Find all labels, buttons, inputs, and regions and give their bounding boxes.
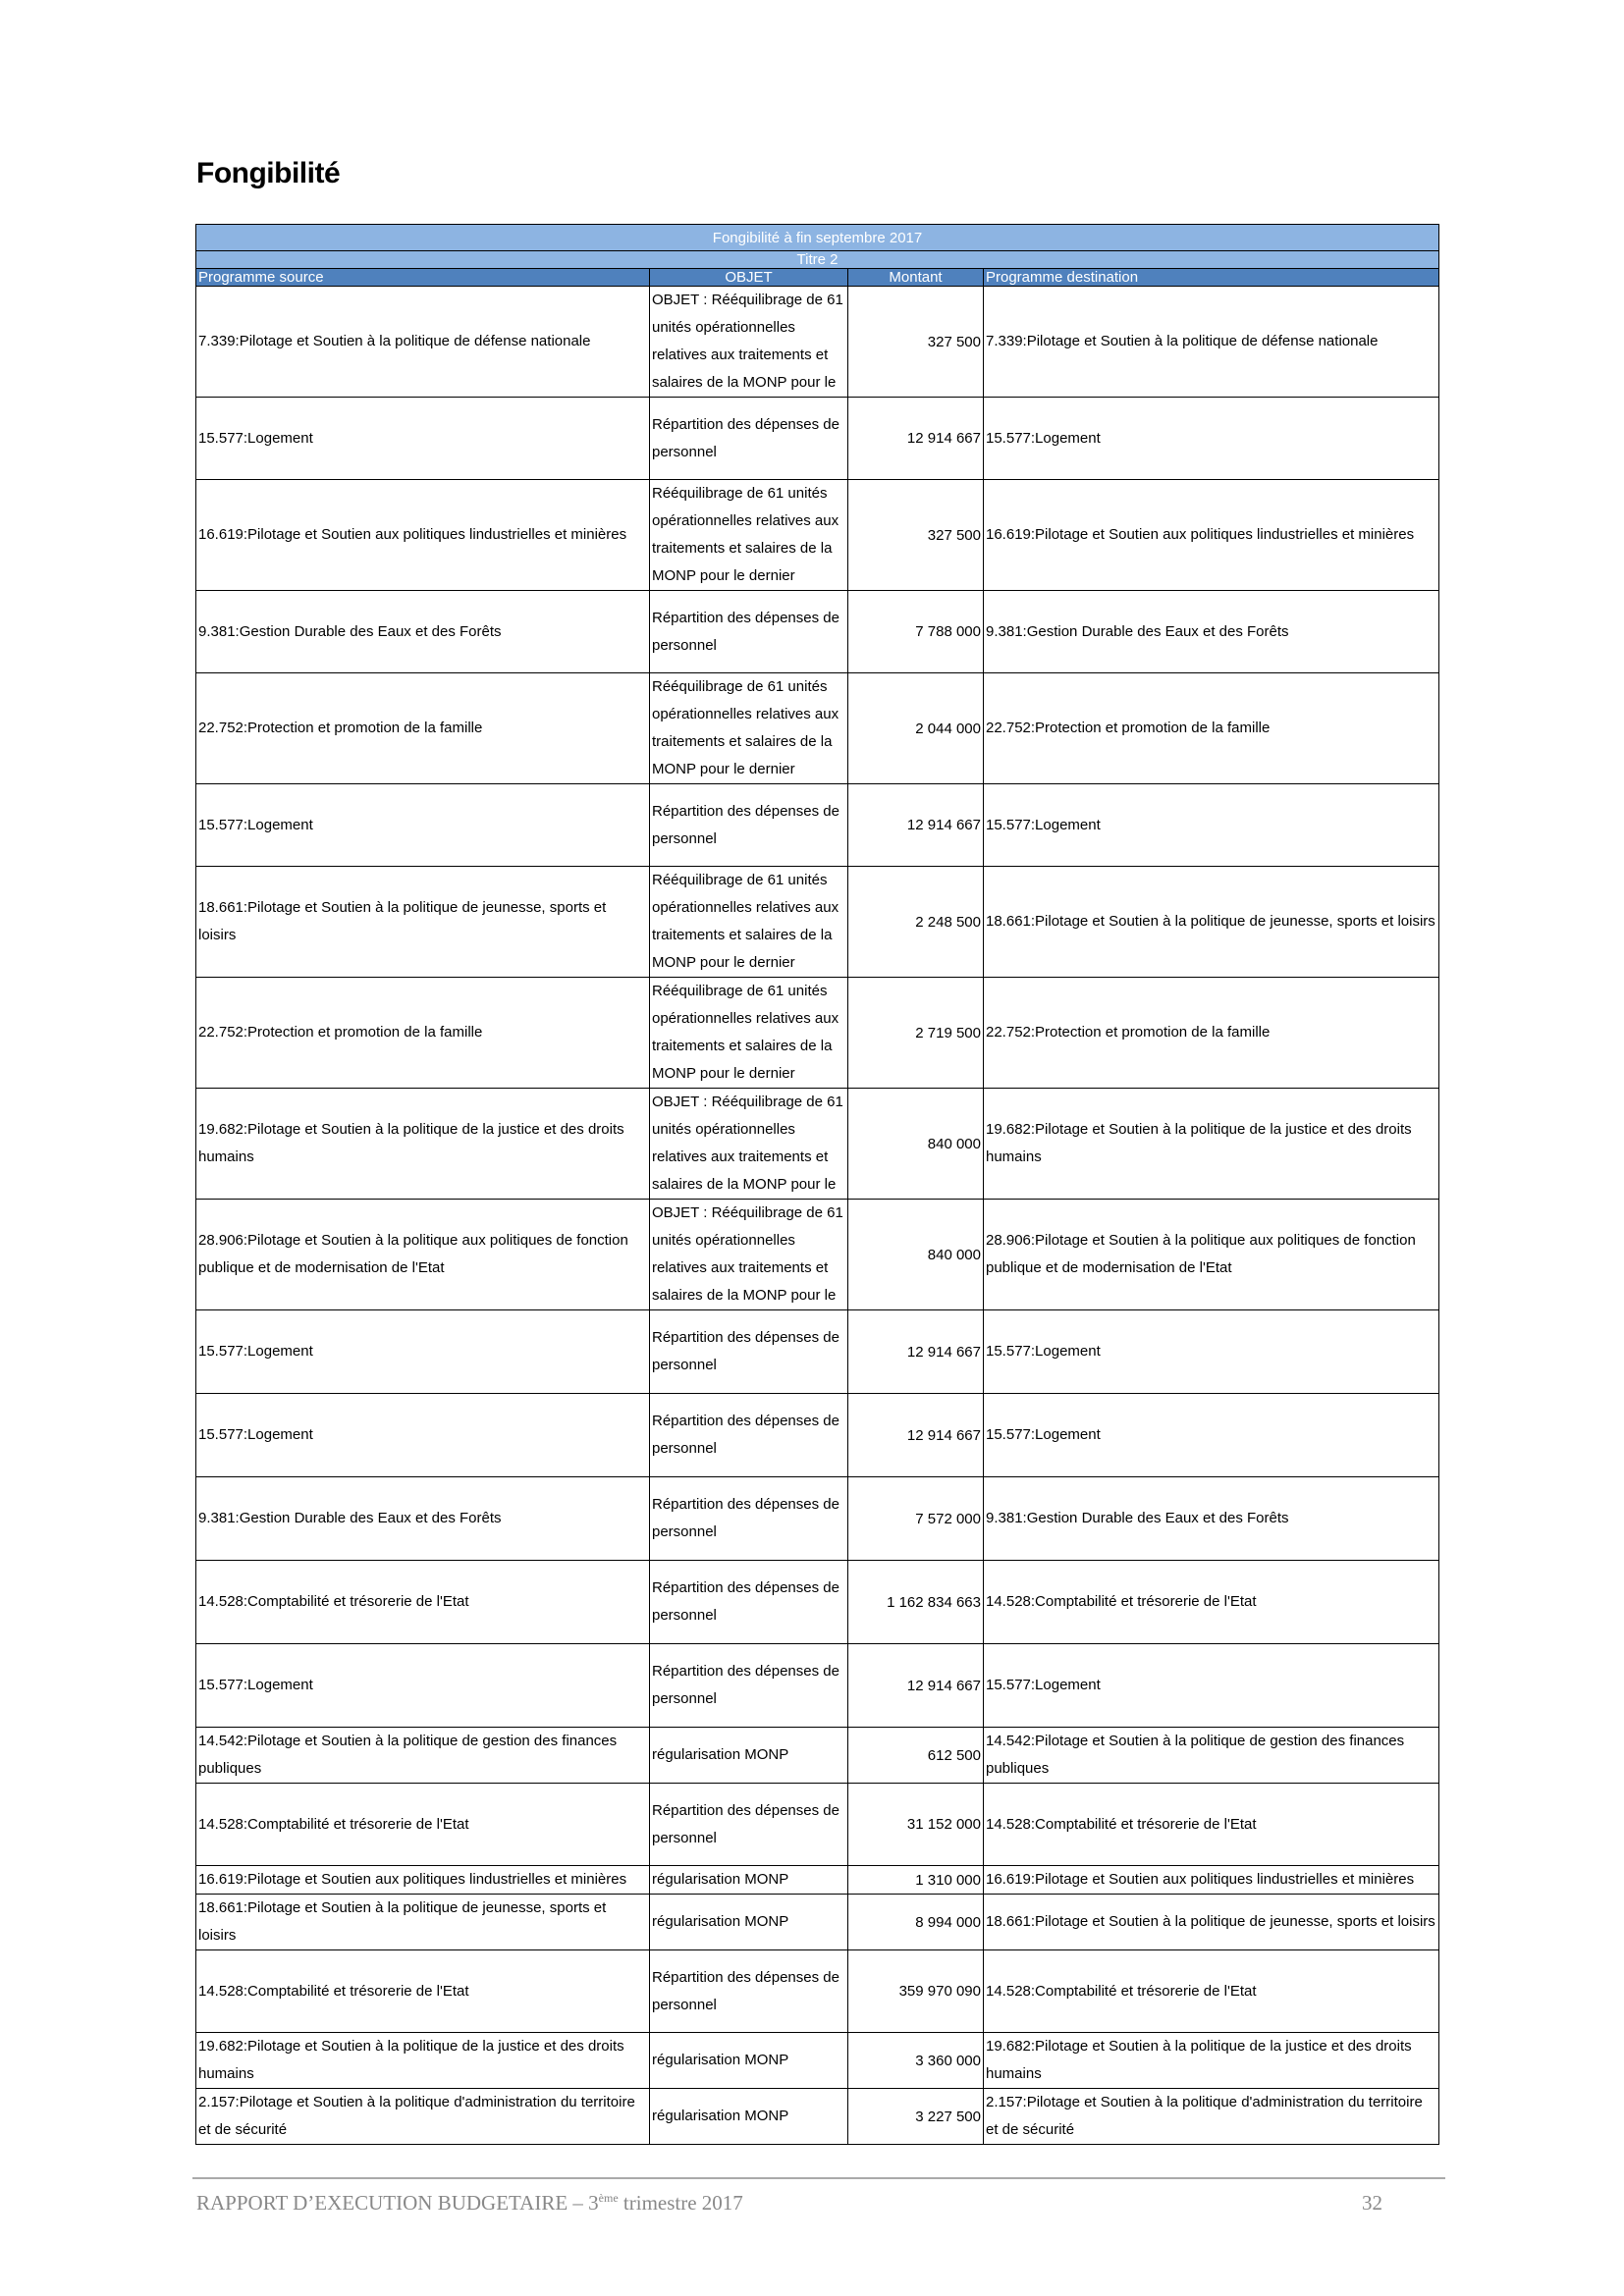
- cell-objet: Répartition des dépenses de personnel: [650, 1644, 848, 1728]
- cell-montant: 2 719 500: [848, 978, 984, 1089]
- table-row: [196, 784, 1439, 867]
- table-title: Fongibilité à fin septembre 2017: [196, 225, 1439, 251]
- cell-objet: régularisation MONP: [650, 1728, 848, 1784]
- table-row: [196, 1089, 1439, 1200]
- table-body: [196, 287, 1439, 2145]
- cell-programme-destination: 14.542:Pilotage et Soutien à la politique de gestion des finances publiques: [984, 1728, 1439, 1784]
- cell-objet: Répartition des dépenses de personnel: [650, 1561, 848, 1644]
- cell-montant: 12 914 667: [848, 1310, 984, 1394]
- cell-programme-source: 9.381:Gestion Durable des Eaux et des Forêts: [196, 1477, 650, 1561]
- cell-programme-destination: 22.752:Protection et promotion de la famille: [984, 978, 1439, 1089]
- cell-programme-destination: 18.661:Pilotage et Soutien à la politique de jeunesse, sports et loisirs: [984, 1895, 1439, 1950]
- cell-objet: OBJET : Rééquilibrage de 61 unités opérationnelles relatives aux traitements et salaires de la MONP pour le: [650, 287, 848, 398]
- cell-objet: régularisation MONP: [650, 1866, 848, 1895]
- cell-objet: Répartition des dépenses de personnel: [650, 591, 848, 673]
- cell-programme-destination: 16.619:Pilotage et Soutien aux politiques lindustrielles et minières: [984, 1866, 1439, 1895]
- cell-programme-destination: 19.682:Pilotage et Soutien à la politique de la justice et des droits humains: [984, 2033, 1439, 2089]
- page-heading: Fongibilité: [196, 157, 341, 189]
- cell-programme-source: 14.542:Pilotage et Soutien à la politique de gestion des finances publiques: [196, 1728, 650, 1784]
- cell-montant: 3 227 500: [848, 2089, 984, 2145]
- cell-programme-source: 15.577:Logement: [196, 784, 650, 867]
- cell-programme-destination: 14.528:Comptabilité et trésorerie de l'Etat: [984, 1950, 1439, 2033]
- page-footer: [192, 2177, 1445, 2215]
- table-row: [196, 1477, 1439, 1561]
- cell-programme-source: 15.577:Logement: [196, 1644, 650, 1728]
- cell-programme-source: 28.906:Pilotage et Soutien à la politique aux politiques de fonction publique et de modernisation de l'Etat: [196, 1200, 650, 1310]
- cell-montant: 1 310 000: [848, 1866, 984, 1895]
- cell-objet: régularisation MONP: [650, 2089, 848, 2145]
- table-row: [196, 1950, 1439, 2033]
- cell-programme-destination: 22.752:Protection et promotion de la famille: [984, 673, 1439, 784]
- cell-programme-source: 14.528:Comptabilité et trésorerie de l'Etat: [196, 1561, 650, 1644]
- cell-programme-destination: 28.906:Pilotage et Soutien à la politique aux politiques de fonction publique et de modernisation de l'Etat: [984, 1200, 1439, 1310]
- table-row: [196, 1561, 1439, 1644]
- cell-objet: Répartition des dépenses de personnel: [650, 1310, 848, 1394]
- cell-montant: 31 152 000: [848, 1784, 984, 1866]
- cell-montant: 7 572 000: [848, 1477, 984, 1561]
- table-row: [196, 1644, 1439, 1728]
- cell-montant: 12 914 667: [848, 1394, 984, 1477]
- cell-programme-source: 18.661:Pilotage et Soutien à la politique de jeunesse, sports et loisirs: [196, 867, 650, 978]
- cell-objet: Répartition des dépenses de personnel: [650, 398, 848, 480]
- cell-objet: Répartition des dépenses de personnel: [650, 1784, 848, 1866]
- cell-objet: Répartition des dépenses de personnel: [650, 1950, 848, 2033]
- cell-programme-source: 15.577:Logement: [196, 1310, 650, 1394]
- table-row: [196, 2089, 1439, 2145]
- cell-objet: Répartition des dépenses de personnel: [650, 784, 848, 867]
- cell-programme-destination: 15.577:Logement: [984, 1394, 1439, 1477]
- table-row: [196, 1394, 1439, 1477]
- cell-objet: Répartition des dépenses de personnel: [650, 1477, 848, 1561]
- cell-montant: 327 500: [848, 480, 984, 591]
- cell-programme-source: 16.619:Pilotage et Soutien aux politiques lindustrielles et minières: [196, 1866, 650, 1895]
- footer-page-number: 32: [1362, 2191, 1382, 2215]
- cell-objet: Rééquilibrage de 61 unités opérationnelles relatives aux traitements et salaires de la MONP pour le dernier: [650, 673, 848, 784]
- cell-montant: 3 360 000: [848, 2033, 984, 2089]
- table-row: [196, 287, 1439, 398]
- table-row: [196, 978, 1439, 1089]
- cell-programme-source: 18.661:Pilotage et Soutien à la politique de jeunesse, sports et loisirs: [196, 1895, 650, 1950]
- cell-montant: 2 044 000: [848, 673, 984, 784]
- table-row: [196, 1895, 1439, 1950]
- col-header-destination: Programme destination: [984, 269, 1439, 287]
- cell-montant: 1 162 834 663: [848, 1561, 984, 1644]
- cell-montant: 12 914 667: [848, 398, 984, 480]
- cell-programme-destination: 2.157:Pilotage et Soutien à la politique d'administration du territoire et de sécurité: [984, 2089, 1439, 2145]
- cell-objet: Rééquilibrage de 61 unités opérationnelles relatives aux traitements et salaires de la MONP pour le dernier: [650, 480, 848, 591]
- cell-programme-source: 22.752:Protection et promotion de la famille: [196, 978, 650, 1089]
- table-row: [196, 480, 1439, 591]
- cell-programme-destination: 15.577:Logement: [984, 1310, 1439, 1394]
- cell-montant: 2 248 500: [848, 867, 984, 978]
- cell-programme-destination: 16.619:Pilotage et Soutien aux politiques lindustrielles et minières: [984, 480, 1439, 591]
- cell-programme-destination: 15.577:Logement: [984, 398, 1439, 480]
- cell-montant: 840 000: [848, 1089, 984, 1200]
- table-subtitle: Titre 2: [196, 251, 1439, 269]
- cell-programme-destination: 15.577:Logement: [984, 1644, 1439, 1728]
- cell-objet: régularisation MONP: [650, 2033, 848, 2089]
- cell-programme-destination: 14.528:Comptabilité et trésorerie de l'Etat: [984, 1784, 1439, 1866]
- fongibilite-table: [195, 224, 1439, 2145]
- cell-montant: 612 500: [848, 1728, 984, 1784]
- cell-montant: 12 914 667: [848, 1644, 984, 1728]
- cell-programme-source: 15.577:Logement: [196, 398, 650, 480]
- cell-programme-source: 2.157:Pilotage et Soutien à la politique d'administration du territoire et de sécurité: [196, 2089, 650, 2145]
- cell-programme-source: 9.381:Gestion Durable des Eaux et des Forêts: [196, 591, 650, 673]
- table-row: [196, 591, 1439, 673]
- cell-programme-destination: 7.339:Pilotage et Soutien à la politique de défense nationale: [984, 287, 1439, 398]
- cell-objet: régularisation MONP: [650, 1895, 848, 1950]
- cell-programme-destination: 9.381:Gestion Durable des Eaux et des Forêts: [984, 591, 1439, 673]
- table-row: [196, 1866, 1439, 1895]
- table-row: [196, 398, 1439, 480]
- cell-programme-source: 16.619:Pilotage et Soutien aux politiques lindustrielles et minières: [196, 480, 650, 591]
- cell-programme-destination: 9.381:Gestion Durable des Eaux et des Forêts: [984, 1477, 1439, 1561]
- cell-objet: OBJET : Rééquilibrage de 61 unités opérationnelles relatives aux traitements et salaires de la MONP pour le: [650, 1089, 848, 1200]
- table-row: [196, 1784, 1439, 1866]
- cell-programme-destination: 19.682:Pilotage et Soutien à la politique de la justice et des droits humains: [984, 1089, 1439, 1200]
- cell-objet: Rééquilibrage de 61 unités opérationnelles relatives aux traitements et salaires de la MONP pour le dernier: [650, 867, 848, 978]
- cell-objet: Rééquilibrage de 61 unités opérationnelles relatives aux traitements et salaires de la MONP pour le dernier: [650, 978, 848, 1089]
- cell-programme-destination: 15.577:Logement: [984, 784, 1439, 867]
- footer-report-title: RAPPORT D’EXECUTION BUDGETAIRE – 3ème trimestre 2017: [196, 2191, 743, 2215]
- table-row: [196, 1200, 1439, 1310]
- cell-programme-source: 19.682:Pilotage et Soutien à la politique de la justice et des droits humains: [196, 2033, 650, 2089]
- cell-montant: 840 000: [848, 1200, 984, 1310]
- table-row: [196, 1728, 1439, 1784]
- cell-montant: 327 500: [848, 287, 984, 398]
- cell-montant: 359 970 090: [848, 1950, 984, 2033]
- cell-objet: Répartition des dépenses de personnel: [650, 1394, 848, 1477]
- table-row: [196, 1310, 1439, 1394]
- table-row: [196, 673, 1439, 784]
- table-row: [196, 867, 1439, 978]
- col-header-objet: OBJET: [650, 269, 848, 287]
- cell-objet: OBJET : Rééquilibrage de 61 unités opérationnelles relatives aux traitements et salaires de la MONP pour le: [650, 1200, 848, 1310]
- cell-programme-destination: 18.661:Pilotage et Soutien à la politique de jeunesse, sports et loisirs: [984, 867, 1439, 978]
- cell-montant: 8 994 000: [848, 1895, 984, 1950]
- cell-programme-destination: 14.528:Comptabilité et trésorerie de l'Etat: [984, 1561, 1439, 1644]
- col-header-montant: Montant: [848, 269, 984, 287]
- cell-programme-source: 22.752:Protection et promotion de la famille: [196, 673, 650, 784]
- cell-programme-source: 14.528:Comptabilité et trésorerie de l'Etat: [196, 1950, 650, 2033]
- cell-programme-source: 15.577:Logement: [196, 1394, 650, 1477]
- cell-programme-source: 14.528:Comptabilité et trésorerie de l'Etat: [196, 1784, 650, 1866]
- col-header-source: Programme source: [196, 269, 650, 287]
- table-row: [196, 2033, 1439, 2089]
- cell-programme-source: 19.682:Pilotage et Soutien à la politique de la justice et des droits humains: [196, 1089, 650, 1200]
- cell-programme-source: 7.339:Pilotage et Soutien à la politique de défense nationale: [196, 287, 650, 398]
- cell-montant: 7 788 000: [848, 591, 984, 673]
- cell-montant: 12 914 667: [848, 784, 984, 867]
